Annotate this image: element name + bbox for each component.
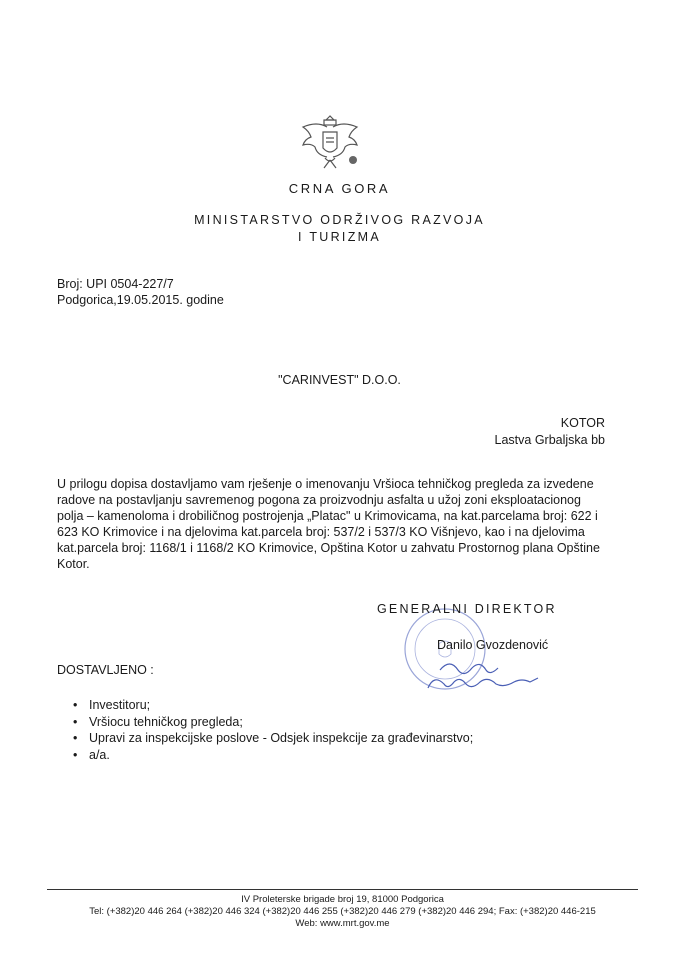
footer-divider xyxy=(47,889,638,890)
distribution-list xyxy=(73,697,473,763)
distribution-heading: DOSTAVLJENO : xyxy=(57,663,154,677)
footer-address: IV Proleterske brigade broj 19, 81000 Podgorica xyxy=(241,894,444,905)
body-paragraph: U prilogu dopisa dostavljamo vam rješenje o imenovanju Vršioca tehničkog pregleda za izvedene radove na postavljanju savremenog pogona za proizvodnju asfalta u užoj zoni eksploatacionog polja – kamenoloma i drobiličnog postrojenja „Platac" u Krimovicama, na kat.parcelama broj: 622 i 623 KO Krimovice i na djelovima kat.parcela broj: 537/2 i 537/3 KO Višnjevo, kao i na djelovima kat.parcela broj: 1168/1 i 1168/2 KO Krimovice, Opština Kotor u zahvatu Prostornog plana Opštine Kotor. xyxy=(57,477,600,571)
document-reference xyxy=(57,276,224,308)
signatory-title: GENERALNI DIREKTOR xyxy=(377,602,557,616)
country-name: CRNA GORA xyxy=(288,181,391,196)
ministry-name xyxy=(0,212,679,246)
handwritten-signature-icon xyxy=(420,650,560,700)
recipient-address xyxy=(495,415,605,449)
ministry-line-1: MINISTARSTVO ODRŽIVOG RAZVOJA xyxy=(194,213,485,227)
signatory-name: Danilo Gvozdenović xyxy=(437,638,549,652)
ministry-line-2: I TURIZMA xyxy=(298,230,381,244)
coat-of-arms-icon xyxy=(297,112,363,172)
footer-phones: Tel: (+382)20 446 264 (+382)20 446 324 (+382)20 446 255 (+382)20 446 279 (+382)20 446 294; Fax: (+382)20 446-215 xyxy=(89,906,596,917)
footer xyxy=(47,894,638,930)
footer-web: Web: www.mrt.gov.me xyxy=(295,918,390,929)
recipient-company: "CARINVEST" D.O.O. xyxy=(278,373,401,387)
place-date: Podgorica,19.05.2015. godine xyxy=(57,293,224,307)
recipient-street: Lastva Grbaljska bb xyxy=(494,433,605,447)
reference-number: Broj: UPI 0504-227/7 xyxy=(57,277,174,291)
list-item: • a/a. xyxy=(73,747,473,764)
recipient-city: KOTOR xyxy=(560,416,605,430)
list-item: • Vršiocu tehničkog pregleda; xyxy=(73,714,473,731)
list-item: • Investitoru; xyxy=(73,697,473,714)
list-item: • Upravi za inspekcijske poslove - Odsjek inspekcije za građevinarstvo; xyxy=(73,730,473,747)
